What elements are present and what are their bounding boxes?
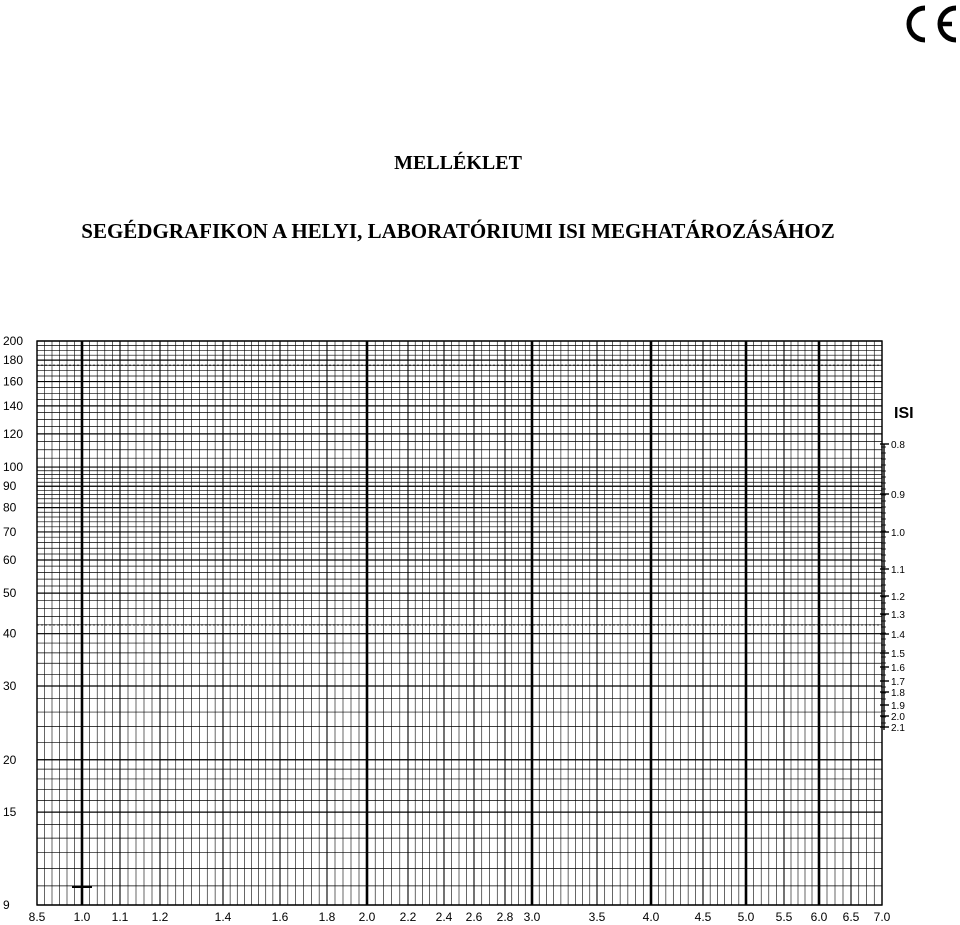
y-tick-label: 40 — [3, 626, 17, 641]
x-tick-label: 1.1 — [111, 910, 129, 924]
x-tick-label: 6.0 — [810, 910, 828, 924]
y-tick-label: 30 — [3, 679, 17, 694]
x-tick-label: 7.0 — [873, 910, 891, 924]
x-tick-label: 1.4 — [214, 910, 232, 924]
isi-tick-label: 1.1 — [891, 565, 905, 576]
x-tick-label: 2.6 — [465, 910, 483, 924]
x-tick-label: 2.0 — [358, 910, 376, 924]
isi-tick-label: 1.8 — [891, 688, 905, 699]
grid — [37, 341, 882, 905]
isi-tick-label: 1.7 — [891, 677, 905, 688]
x-tick-label: 3.0 — [523, 910, 541, 924]
y-tick-label: 120 — [3, 426, 24, 441]
y-tick-label: 15 — [3, 805, 17, 820]
y-tick-label: 50 — [3, 586, 17, 601]
isi-tick-label: 1.5 — [891, 649, 905, 660]
y-tick-label: 160 — [3, 374, 24, 389]
x-tick-label: 1.8 — [318, 910, 336, 924]
y-tick-label: 200 — [3, 334, 24, 348]
x-tick-label: 2.8 — [496, 910, 514, 924]
y-tick-label: 100 — [3, 460, 24, 475]
x-tick-label: 1.0 — [73, 910, 91, 924]
x-tick-label: 1.6 — [271, 910, 289, 924]
x-tick-label: 6.5 — [842, 910, 860, 924]
x-tick-label: 5.5 — [775, 910, 793, 924]
isi-scale — [880, 405, 914, 734]
y-tick-label: 60 — [3, 552, 17, 567]
y-tick-label: 90 — [3, 479, 17, 494]
y-axis-labels — [3, 334, 23, 912]
y-tick-label: 140 — [3, 398, 24, 413]
x-tick-label: 4.0 — [642, 910, 660, 924]
x-tick-label: 8.5 — [28, 910, 46, 924]
isi-tick-label: 1.2 — [891, 592, 905, 603]
isi-tick-label: 1.0 — [891, 528, 905, 539]
isi-tick-label: 2.1 — [891, 723, 905, 734]
y-tick-label: 20 — [3, 752, 17, 767]
x-axis-labels — [29, 910, 891, 924]
plot-frame — [37, 341, 882, 905]
isi-tick-label: 1.4 — [891, 630, 905, 641]
x-tick-label: 4.5 — [694, 910, 712, 924]
y-tick-label: 9 — [3, 898, 10, 912]
isi-tick-label: 1.6 — [891, 663, 905, 674]
isi-tick-label: 1.9 — [891, 701, 905, 712]
isi-tick-label: 1.3 — [891, 610, 905, 621]
x-tick-label: 2.2 — [399, 910, 417, 924]
isi-scale-title: ISI — [894, 405, 914, 422]
x-tick-label: 2.4 — [435, 910, 453, 924]
x-tick-label: 5.0 — [737, 910, 755, 924]
isi-tick-label: 2.0 — [891, 712, 905, 723]
isi-tick-label: 0.8 — [891, 440, 905, 451]
annex-heading: MELLÉKLET — [394, 152, 522, 174]
isi-tick-label: 0.9 — [891, 490, 905, 501]
x-tick-label: 3.5 — [588, 910, 606, 924]
x-tick-label: 1.2 — [151, 910, 169, 924]
y-tick-label: 180 — [3, 353, 24, 368]
document-title: SEGÉDGRAFIKON A HELYI, LABORATÓRIUMI ISI MEGHATÁROZÁSÁHOZ — [81, 219, 835, 243]
y-tick-label: 70 — [3, 524, 17, 539]
y-tick-label: 80 — [3, 500, 17, 515]
